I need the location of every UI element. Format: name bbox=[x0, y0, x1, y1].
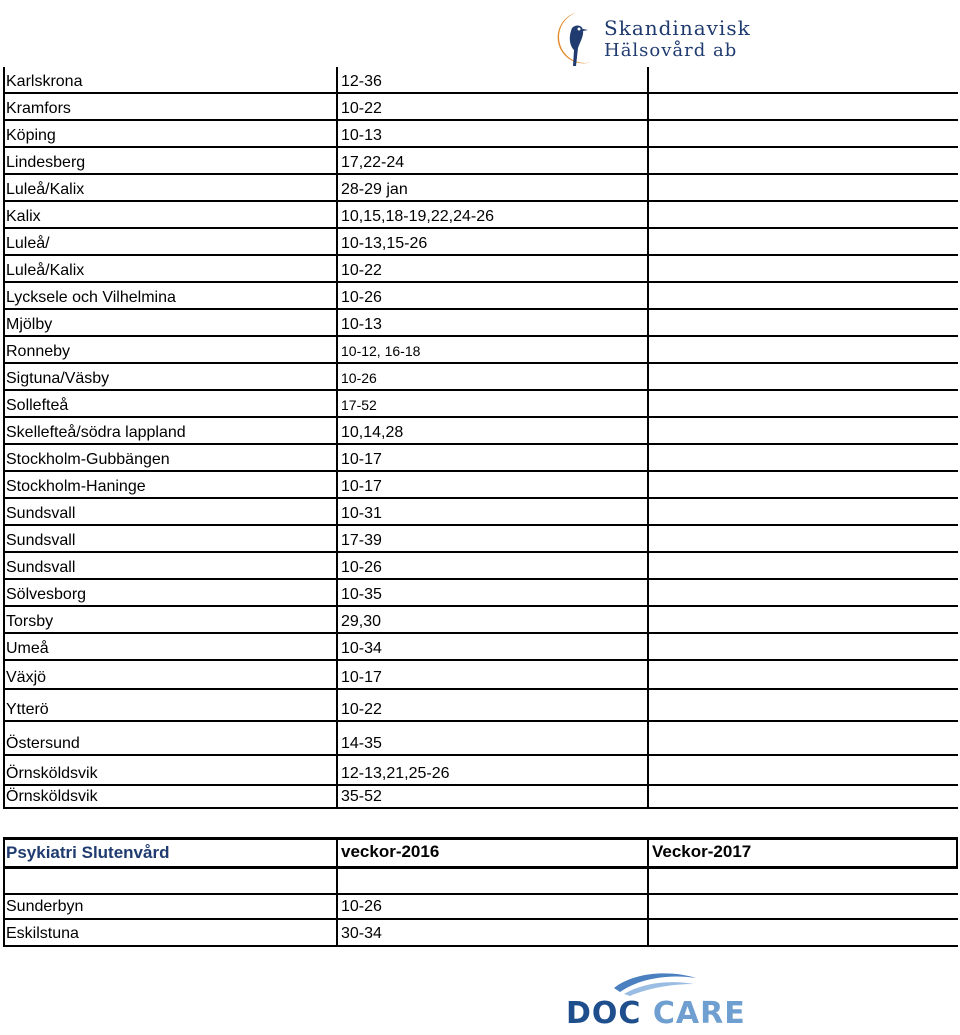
table-row bbox=[0, 756, 958, 786]
weeks-cell: 35-52 bbox=[341, 788, 382, 805]
table-row bbox=[0, 364, 958, 391]
weeks-cell: 10,14,28 bbox=[341, 424, 404, 441]
weeks-cell: 14-35 bbox=[341, 735, 382, 752]
city-cell: Stockholm-Gubbängen bbox=[6, 451, 170, 468]
city-cell: Sölvesborg bbox=[6, 586, 87, 603]
weeks-cell: 10-35 bbox=[341, 586, 382, 603]
city-cell: Skellefteå/södra lappland bbox=[6, 424, 186, 441]
bird-on-moon-icon bbox=[552, 8, 602, 74]
logo-line-1: Skandinavisk bbox=[604, 16, 751, 40]
weeks-cell: 10-13 bbox=[341, 127, 382, 144]
table-row bbox=[0, 580, 958, 607]
city-cell: Luleå/Kalix bbox=[6, 262, 85, 279]
table-row bbox=[0, 175, 958, 202]
weeks-cell: 10-31 bbox=[341, 505, 382, 522]
weeks-cell: 12-36 bbox=[341, 73, 382, 90]
weeks-cell: 29,30 bbox=[341, 613, 382, 630]
city-cell: Sundsvall bbox=[6, 505, 76, 522]
city-cell: Karlskrona bbox=[6, 73, 83, 90]
weeks-cell: 12-13,21,25-26 bbox=[341, 765, 450, 782]
swoosh-icon bbox=[610, 970, 700, 996]
table-row bbox=[0, 121, 958, 148]
city-cell: Sundsvall bbox=[6, 532, 76, 549]
weeks-cell: 10-17 bbox=[341, 478, 382, 495]
column-header-2017: Veckor-2017 bbox=[652, 842, 752, 861]
city-cell: Örnsköldsvik bbox=[6, 788, 98, 805]
city-cell: Örnsköldsvik bbox=[6, 765, 98, 782]
weeks-cell: 28-29 jan bbox=[341, 181, 408, 198]
doc-care-part-2: CARE bbox=[652, 996, 746, 1031]
table-row bbox=[0, 391, 958, 418]
table-row bbox=[0, 337, 958, 364]
city-cell: Eskilstuna bbox=[6, 925, 79, 942]
city-cell: Ytterö bbox=[6, 701, 49, 718]
city-cell: Lycksele och Vilhelmina bbox=[6, 289, 176, 306]
city-cell: Köping bbox=[6, 127, 56, 144]
table-row bbox=[0, 526, 958, 553]
city-cell: Sundsvall bbox=[6, 559, 76, 576]
weeks-cell: 10-22 bbox=[341, 100, 382, 117]
weeks-cell: 17-39 bbox=[341, 532, 382, 549]
logo-line-2: Hälsovård ab bbox=[604, 40, 738, 61]
table-row bbox=[0, 499, 958, 526]
row-divider bbox=[3, 945, 958, 947]
weeks-cell: 10-26 bbox=[341, 559, 382, 576]
weeks-cell: 10-17 bbox=[341, 451, 382, 468]
section-header-row bbox=[0, 840, 958, 866]
weeks-cell: 30-34 bbox=[341, 925, 382, 942]
city-cell: Stockholm-Haninge bbox=[6, 478, 146, 495]
doc-care-part-1: DOC bbox=[566, 996, 642, 1031]
table-row bbox=[0, 256, 958, 283]
weeks-cell: 10,15,18-19,22,24-26 bbox=[341, 208, 495, 225]
table-row bbox=[0, 202, 958, 229]
city-cell: Torsby bbox=[6, 613, 54, 630]
city-cell: Umeå bbox=[6, 640, 49, 657]
weeks-cell: 10-22 bbox=[341, 262, 382, 279]
table-row bbox=[0, 722, 958, 756]
column-header-2016: veckor-2016 bbox=[341, 842, 440, 861]
city-cell: Kalix bbox=[6, 208, 41, 225]
city-cell: Lindesberg bbox=[6, 154, 86, 171]
weeks-cell: 10-26 bbox=[341, 289, 382, 306]
weeks-cell: 10-13 bbox=[341, 316, 382, 333]
city-cell: Ronneby bbox=[6, 343, 71, 360]
table-row bbox=[0, 445, 958, 472]
weeks-cell: 17,22-24 bbox=[341, 154, 405, 171]
city-cell: Luleå/Kalix bbox=[6, 181, 85, 198]
section-header-bottom bbox=[3, 866, 958, 869]
city-cell: Östersund bbox=[6, 735, 80, 752]
city-cell: Mjölby bbox=[6, 316, 53, 333]
table-row bbox=[0, 920, 958, 947]
table-row bbox=[0, 418, 958, 445]
row-divider bbox=[3, 807, 958, 809]
weeks-cell: 10-12, 16-18 bbox=[341, 343, 421, 359]
table-row bbox=[0, 893, 958, 920]
city-cell: Växjö bbox=[6, 669, 47, 686]
city-cell: Sunderbyn bbox=[6, 898, 84, 915]
weeks-cell: 10-22 bbox=[341, 701, 382, 718]
table-row bbox=[0, 661, 958, 690]
weeks-cell: 10-26 bbox=[341, 370, 377, 386]
doc-care-logo bbox=[562, 970, 752, 1032]
city-cell: Kramfors bbox=[6, 100, 71, 117]
table-row bbox=[0, 607, 958, 634]
table-row bbox=[0, 67, 958, 94]
weeks-cell: 17-52 bbox=[341, 397, 377, 413]
city-cell: Sollefteå bbox=[6, 397, 69, 414]
table-row bbox=[0, 553, 958, 580]
table-row bbox=[0, 472, 958, 499]
weeks-cell: 10-17 bbox=[341, 669, 382, 686]
weeks-cell: 10-13,15-26 bbox=[341, 235, 428, 252]
section-title: Psykiatri Slutenvård bbox=[6, 843, 170, 862]
table-row bbox=[0, 148, 958, 175]
table-row bbox=[0, 229, 958, 256]
skandinavisk-halsovard-logo bbox=[552, 8, 762, 74]
weeks-cell: 10-26 bbox=[341, 898, 382, 915]
doc-care-wordmark bbox=[566, 996, 746, 1031]
city-cell: Luleå/ bbox=[6, 235, 50, 252]
weeks-cell: 10-34 bbox=[341, 640, 382, 657]
table-row bbox=[0, 310, 958, 337]
table-row bbox=[0, 634, 958, 661]
table-row bbox=[0, 94, 958, 121]
city-cell: Sigtuna/Väsby bbox=[6, 370, 110, 387]
table-row bbox=[0, 786, 958, 809]
table-row bbox=[0, 690, 958, 722]
table-row bbox=[0, 283, 958, 310]
